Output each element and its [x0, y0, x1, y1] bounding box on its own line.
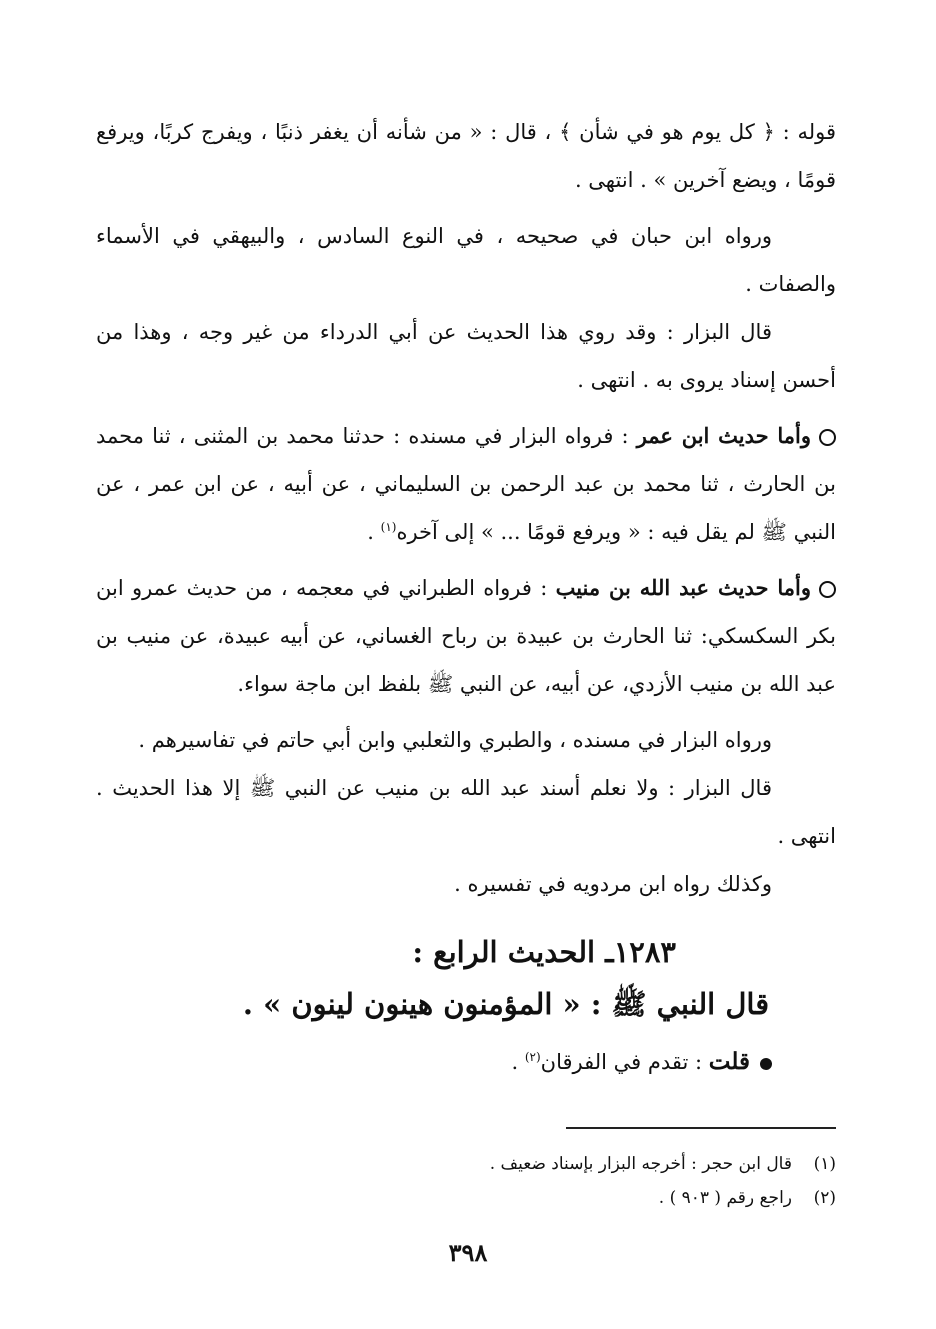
paragraph-abdullah	[96, 564, 836, 708]
footnote-ref-1: (١)	[380, 520, 397, 534]
footnote-text: راجع رقم ( ٩٠٣ ) .	[658, 1188, 792, 1208]
footnote-1	[100, 1147, 836, 1181]
page-number: ٣٩٨	[448, 1238, 488, 1267]
footnote-text: قال ابن حجر : أخرجه البزار بإسناد ضعيف .	[489, 1154, 792, 1174]
paragraph-3: قال البزار : وقد روي هذا الحديث عن أبي الدرداء من غير وجه ، وهذا من أحسن إسناد يروى به . انتهى .	[96, 320, 836, 392]
paragraph-ibn-umar-text: : فرواه البزار في مسنده : حدثنا محمد بن المثنى ، ثنا محمد بن الحارث ، ثنا محمد بن عبد الرحمن بن السليماني ، عن أبيه ، عن ابن عمر ، عن النبي ﷺ لم يقل فيه : « ويرفع قومًا ... » إلى آخره	[96, 424, 836, 544]
circle-bullet-icon	[819, 429, 836, 446]
main-text	[96, 108, 836, 1086]
section-title-ibn-umar: وأما حديث ابن عمر	[636, 423, 812, 448]
footnote-2	[100, 1181, 836, 1215]
paragraph-7: قال البزار : ولا نعلم أسند عبد الله بن منيب عن النبي ﷺ إلا هذا الحديث . انتهى .	[96, 776, 836, 848]
footnote-number: (٢)	[813, 1188, 836, 1208]
note-text: : تقدم في الفرقان	[540, 1050, 709, 1074]
paragraph-1: قوله : ﴿ كل يوم هو في شأن ﴾ ، قال : « من شأنه أن يغفر ذنبًا ، ويفرج كربًا، ويرفع قومًا ، ويضع آخرين » . انتهى .	[96, 120, 836, 192]
bullet-dot-icon	[760, 1058, 772, 1070]
note-label: قلت	[708, 1048, 750, 1075]
hadith-heading: ١٢٨٣ـ الحديث الرابع :	[412, 935, 676, 969]
paragraph-6: ورواه البزار في مسنده ، والطبري والثعلبي وابن أبي حاتم في تفاسيرهم .	[138, 728, 772, 752]
paragraph-2: ورواه ابن حبان في صحيحه ، في النوع السادس ، والبيهقي في الأسماء والصفات .	[96, 224, 836, 296]
footnote-number: (١)	[813, 1154, 836, 1174]
hadith-text: قال النبي ﷺ : « المؤمنون هينون لينون » .	[242, 987, 770, 1021]
footnote-divider	[566, 1127, 836, 1129]
note-line	[96, 1038, 836, 1086]
footnote-ref-2: (٢)	[524, 1050, 541, 1064]
circle-bullet-icon	[819, 581, 836, 598]
paragraph-ibn-umar-end: .	[367, 520, 381, 544]
note-end: .	[511, 1050, 525, 1074]
paragraph-ibn-umar	[96, 412, 836, 556]
paragraph-8: وكذلك رواه ابن مردويه في تفسيره .	[454, 872, 772, 896]
paragraph-abdullah-text: : فرواه الطبراني في معجمه ، من حديث عمرو ابن بكر السكسكي: ثنا الحارث بن عبيدة بن رباح الغساني، عن أبيه عبيدة، عن منيب بن عبد الله بن منيب الأزدي، عن أبيه، عن النبي ﷺ بلفظ ابن ماجة سواء.	[96, 576, 836, 696]
footnotes	[100, 1147, 836, 1215]
section-title-abdullah: وأما حديث عبد الله بن منيب	[555, 575, 812, 600]
